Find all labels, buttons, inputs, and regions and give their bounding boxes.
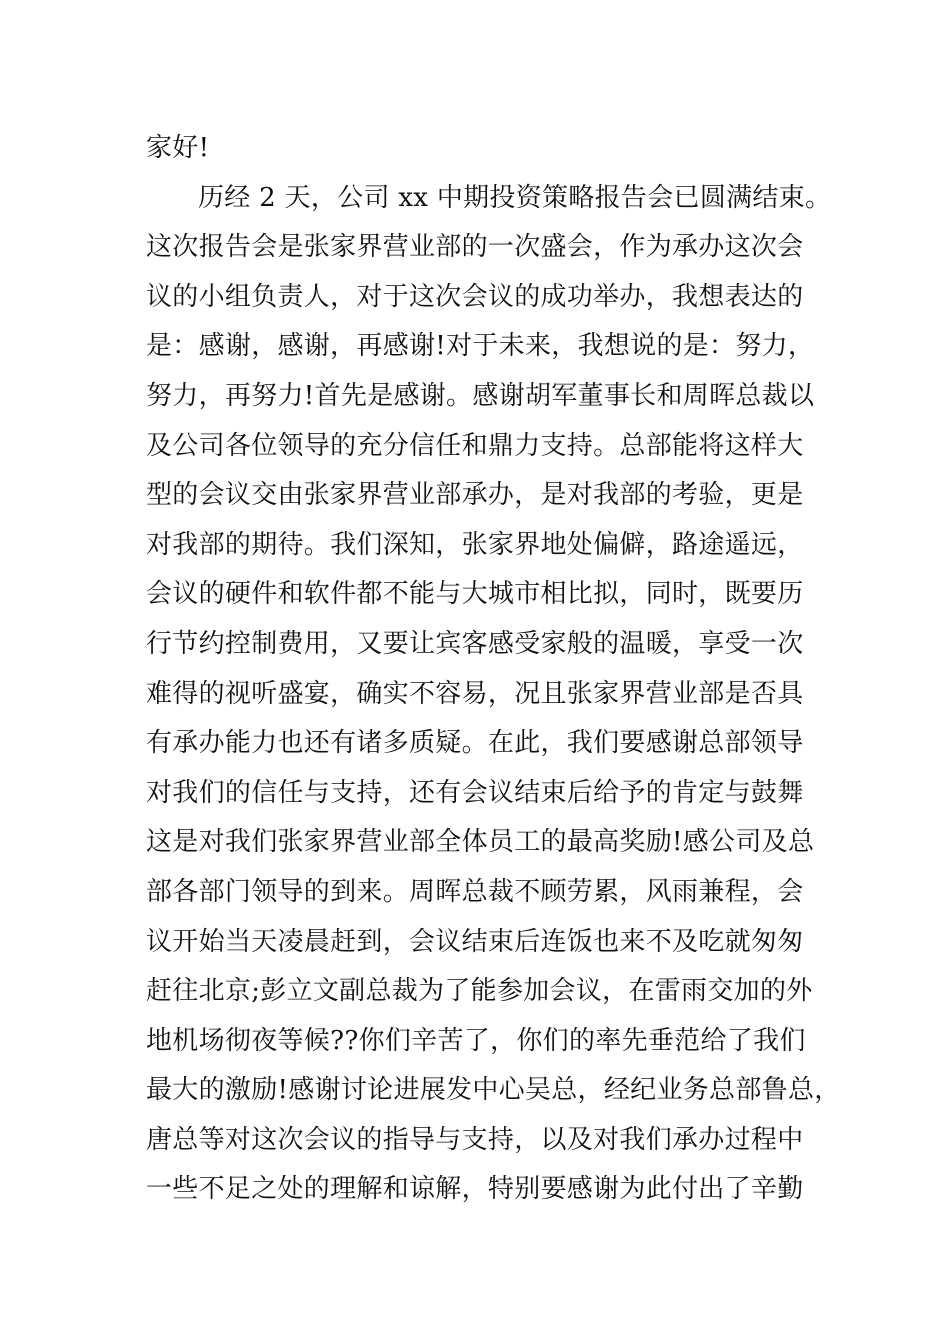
- text-line: 部各部门领导的到来。周晖总裁不顾劳累，风雨兼程，会: [146, 876, 804, 907]
- text-line: 努力，再努力!首先是感谢。感谢胡军董事长和周晖总裁以: [146, 380, 815, 411]
- text-line: 对我部的期待。我们深知，张家界地处偏僻，路途遥远，: [146, 529, 804, 560]
- text-line: 行节约控制费用，又要让宾客感受家般的温暖，享受一次: [146, 628, 804, 659]
- text-line: 议开始当天凌晨赶到，会议结束后连饭也来不及吃就匆匆: [146, 926, 804, 957]
- text-line: 对我们的信任与支持，还有会议结束后给予的肯定与鼓舞: [146, 777, 804, 808]
- text-line: 这是对我们张家界营业部全体员工的最高奖励!感公司及总: [146, 827, 815, 858]
- text-line: 一些不足之处的理解和谅解，特别要感谢为此付出了辛勤: [146, 1174, 804, 1205]
- text-line: 地机场彻夜等候??你们辛苦了，你们的率先垂范给了我们: [146, 1025, 806, 1056]
- text-line: 赶往北京;彭立文副总裁为了能参加会议，在雷雨交加的外: [146, 976, 813, 1007]
- text-line: 最大的激励!感谢讨论进展发中心吴总，经纪业务总部鲁总，: [146, 1075, 841, 1106]
- document-body: [146, 124, 841, 1215]
- text-line: 家好!: [146, 133, 210, 163]
- text-line: 型的会议交由张家界营业部承办，是对我部的考验，更是: [146, 480, 804, 511]
- text-line: 议的小组负责人，对于这次会议的成功举办，我想表达的: [146, 281, 804, 312]
- text-line: 有承办能力也还有诸多质疑。在此，我们要感谢总部领导: [146, 728, 804, 759]
- text-line: 这次报告会是张家界营业部的一次盛会，作为承办这次会: [146, 232, 804, 263]
- text-line: 唐总等对这次会议的指导与支持，以及对我们承办过程中: [146, 1124, 804, 1155]
- text-line: 及公司各位领导的充分信任和鼎力支持。总部能将这样大: [146, 430, 804, 461]
- text-line: 难得的视听盛宴，确实不容易，况且张家界营业部是否具: [146, 678, 804, 709]
- text-line: 是：感谢，感谢，再感谢!对于未来，我想说的是：努力，: [146, 331, 815, 362]
- text-line: 历经 2 天，公司 xx 中期投资策略报告会已圆满结束。: [198, 182, 832, 213]
- text-line: 会议的硬件和软件都不能与大城市相比拟，同时，既要历: [146, 579, 804, 610]
